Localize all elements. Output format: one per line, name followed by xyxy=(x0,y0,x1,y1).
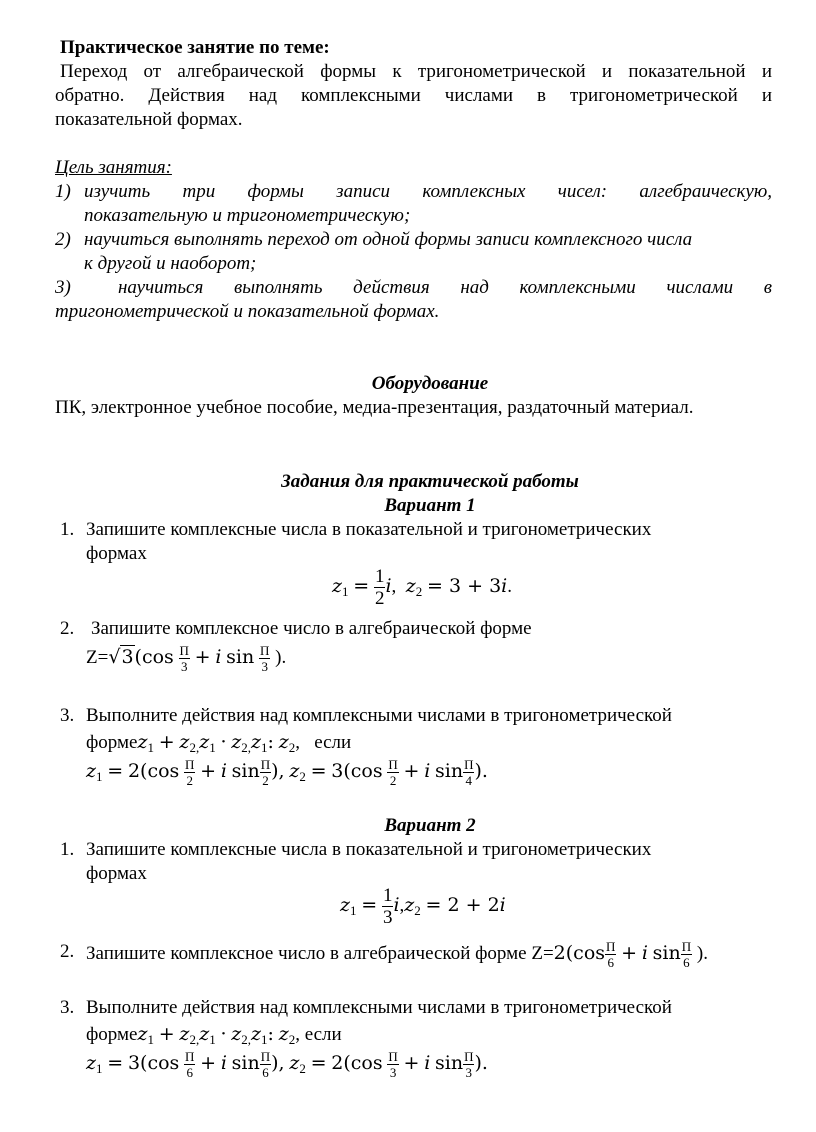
v2-task-3-word: форме xyxy=(86,1024,138,1045)
v1-b1-num: П xyxy=(260,757,271,772)
v1-a1-num: П xyxy=(185,757,195,772)
goal-item-2-line-1: научиться выполнять переход от одной формы записи комплексного числа xyxy=(84,229,693,250)
v1-task-3-num: 3. xyxy=(60,705,75,726)
v1-task-3-word: форме xyxy=(86,732,138,753)
equipment-heading: Оборудование xyxy=(371,373,489,394)
v2-task-1-num: 1. xyxy=(60,839,75,860)
v1-task-3-line-1: Выполните действия над комплексными числами в тригонометрической xyxy=(86,705,672,726)
v2-task-3-num: 3. xyxy=(60,997,75,1018)
v2-a1-num: П xyxy=(185,1049,195,1064)
v1-task-2-angle-den: 3 xyxy=(180,659,188,674)
v1-task-2-radicand: 3 xyxy=(121,645,134,668)
v2-b2-den: 3 xyxy=(465,1065,473,1080)
v2-coef-2: 2 xyxy=(331,1051,344,1074)
v1-task-2-formula-prefix: Z= xyxy=(86,646,109,668)
v2-task-3-values: $z_1 = 3(\cos$ $\frac{П}{6}$ + i sin $\frac{П}{6}$ ), $z_2 = 2(\cos$ $\frac{П}{3}$ + i sin $\frac{П}{3}$ ). xyxy=(86,1049,488,1080)
v1-task-1-line-2: формах xyxy=(86,543,147,564)
v1-b1-den: 2 xyxy=(262,773,269,788)
v2-task-3-line-1: Выполните действия над комплексными числами в тригонометрической xyxy=(86,997,672,1018)
v2-coef-1: 3 xyxy=(127,1051,141,1074)
v2-task-2-num: 2. xyxy=(60,941,75,962)
v2-task-2-angle-num-2: П xyxy=(681,939,692,954)
v2-a1-den: 6 xyxy=(186,1065,193,1080)
v1-task-2-angle-num: П xyxy=(179,643,189,658)
v1-coef-2: 3 xyxy=(331,759,344,782)
v1-task-3-values: $z_1 = 2(\cos$ $\frac{П}{2}$ + i sin $\frac{П}{2}$ ), $z_2 = 3(\cos$ $\frac{П}{2}$ + i sin $\frac{П}{4}$ ). xyxy=(86,757,488,788)
goal-item-3-line-2: тригонометрической и показательной формах. xyxy=(55,301,440,322)
v2-task-2-angle-num: П xyxy=(606,939,616,954)
v1-task-1-formula: $z_1$ = $\frac{1}{2}$ i, $z_2 = 3 + 3i$. xyxy=(332,566,512,609)
v2-task-3-cond: если xyxy=(304,1024,342,1045)
v1-a1-den: 2 xyxy=(186,773,193,788)
v2-b2-num: П xyxy=(464,1049,474,1064)
goal-item-2-num: 2) xyxy=(55,229,71,250)
v2-task-2-angle-den: 6 xyxy=(607,955,614,970)
v2-b1-den: 6 xyxy=(262,1065,269,1080)
topic-line-1: Переход от алгебраической формы к тригонометрической и показательной и xyxy=(60,61,772,82)
v2-task-2-line: Запишите комплексное число в алгебраической форме Z=2(cos $\frac{П}{6}$ + i sin $\frac{П}{6}$ ). xyxy=(86,939,708,970)
v2-task-2-angle-den-2: 6 xyxy=(683,955,690,970)
goal-item-3-line-1: научиться выполнять действия над комплексными числами в xyxy=(118,277,772,298)
v1-b2-den: 4 xyxy=(465,773,473,788)
v1-task-2-formula: Z=√3(cos $\frac{П}{3}$ + i sin $\frac{П}{3}$ ). xyxy=(86,643,287,674)
variant-1-title: Вариант 1 xyxy=(384,495,476,516)
variant-2-title: Вариант 2 xyxy=(384,815,476,836)
topic-line-3: показательной формах. xyxy=(55,109,243,130)
v1-task-1-line-1: Запишите комплексные числа в показательной и тригонометрических xyxy=(86,519,652,540)
v1-task-2-angle-den-2: 3 xyxy=(261,659,268,674)
goal-item-2-line-2: к другой и наоборот; xyxy=(84,253,257,274)
v1-task-2-num: 2. xyxy=(60,618,75,639)
v1-task-2-angle-num-2: П xyxy=(260,643,270,658)
v2-task-1-line-1: Запишите комплексные числа в показательной и тригонометрических xyxy=(86,839,652,860)
v2-task-2-text: Запишите комплексное число в алгебраической форме Z= xyxy=(86,942,554,964)
goal-item-1-line-1: изучить три формы записи комплексных чисел: алгебраическую, xyxy=(84,181,772,202)
topic-line-2: обратно. Действия над комплексными числами в тригонометрической и xyxy=(55,85,772,106)
goal-item-3-num: 3) xyxy=(55,277,71,298)
v1-b2-num: П xyxy=(464,757,474,772)
topic-label: Практическое занятие по теме: xyxy=(60,37,330,58)
v2-task-1-line-2: формах xyxy=(86,863,147,884)
v2-a2-den: 3 xyxy=(389,1065,397,1080)
v2-task-3-ops: формеz$_1$ + $z_{2,}z_1 \cdot z_{2,}z_1$: $z_2$, если xyxy=(86,1023,342,1047)
v2-task-1-formula: $z_1$ = $\frac{1}{3}$ $i,z_2 = 2 + 2i$ xyxy=(340,885,506,928)
v2-b1-num: П xyxy=(260,1049,271,1064)
v1-a2-num: П xyxy=(388,757,398,772)
v1-task-3-ops: формеz$_1$ + $z_{2,}z_1 \cdot z_{2,}z_1$: $z_2$, если xyxy=(86,731,352,755)
v1-task-2-text: Запишите комплексное число в алгебраической форме xyxy=(91,618,532,639)
v2-a2-num: П xyxy=(388,1049,398,1064)
goal-item-1-line-2: показательную и тригонометрическую; xyxy=(84,205,411,226)
tasks-heading: Задания для практической работы xyxy=(281,471,579,492)
equipment-text: ПК, электронное учебное пособие, медиа-презентация, раздаточный материал. xyxy=(55,397,694,418)
v1-task-1-num: 1. xyxy=(60,519,75,540)
v1-task-3-cond: если xyxy=(314,732,352,753)
v1-a2-den: 2 xyxy=(389,773,397,788)
v1-coef-1: 2 xyxy=(127,759,141,782)
goal-heading: Цель занятия: xyxy=(55,157,172,178)
goal-item-1-num: 1) xyxy=(55,181,71,202)
v2-task-2-coef: 2 xyxy=(553,941,566,964)
